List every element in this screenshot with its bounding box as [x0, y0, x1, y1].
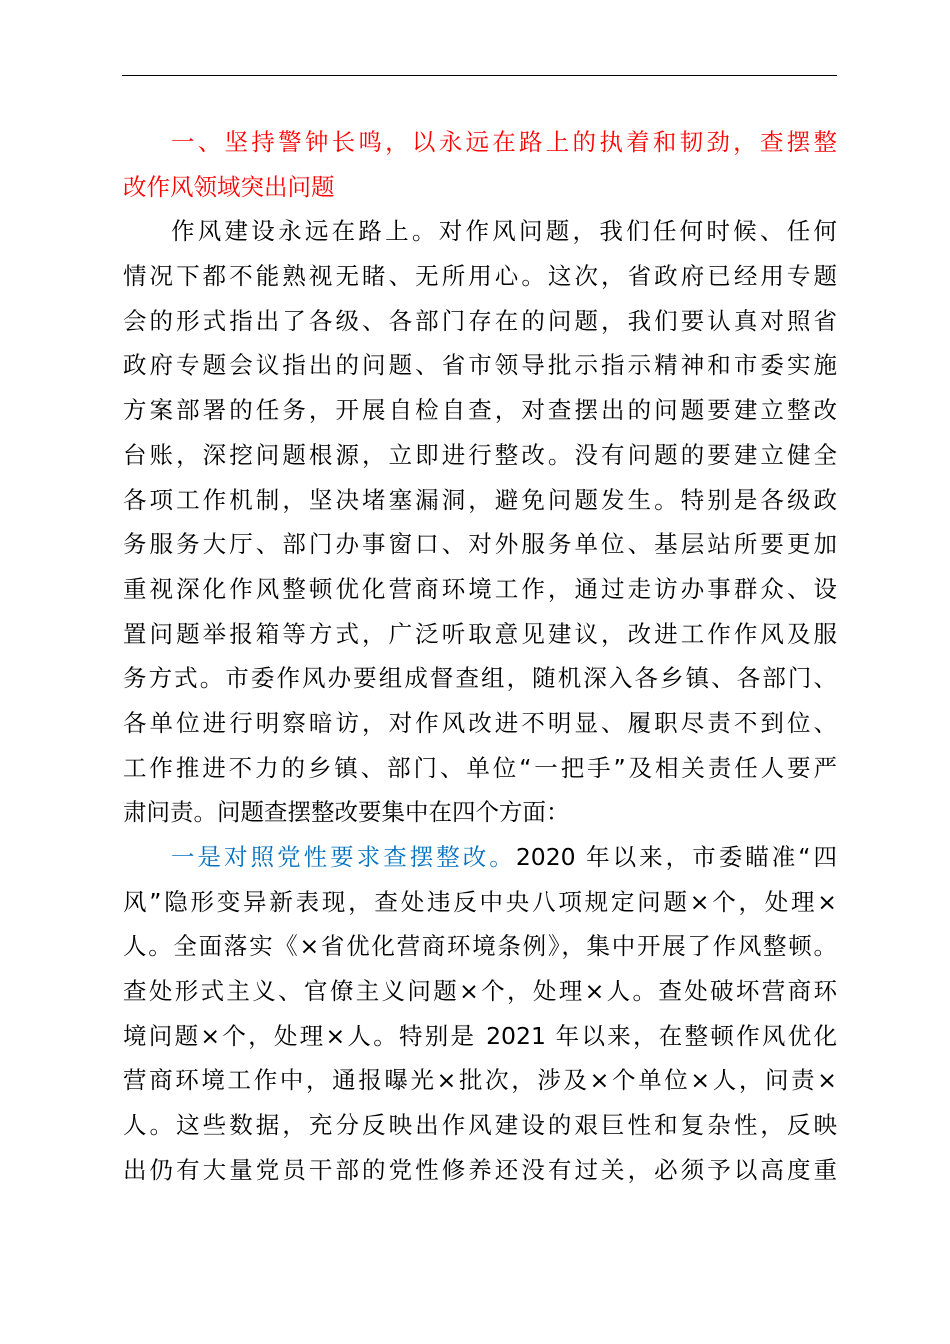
paragraph-line-rest: 2020 年以来，市委瞄准“四	[515, 843, 837, 871]
heading-line: 改作风领域突出问题	[123, 172, 335, 201]
paragraph-first-line	[123, 835, 837, 880]
paragraph-line: 台账，深挖问题根源，立即进行整改。没有问题的要建立健全	[123, 440, 837, 469]
subsection-lead: 一是对照党性要求查摆整改。	[171, 843, 516, 871]
paragraph-line: 情况下都不能熟视无睹、无所用心。这次，省政府已经用专题	[123, 262, 837, 291]
paragraph-line: 肃问责。问题查摆整改要集中在四个方面：	[123, 798, 570, 827]
paragraph-line: 境问题×个，处理×人。特别是 2021 年以来，在整顿作风优化	[123, 1021, 837, 1050]
heading-line: 一、坚持警钟长鸣，以永远在路上的执着和韧劲，查摆整	[171, 128, 837, 156]
paragraph-line: 查处形式主义、官僚主义问题×个，处理×人。查处破坏营商环	[123, 977, 837, 1006]
header-rule	[122, 75, 837, 76]
section-heading	[123, 120, 837, 209]
paragraph-line: 人。全面落实《×省优化营商环境条例》，集中开展了作风整顿。	[123, 932, 837, 961]
paragraph-line: 作风建设永远在路上。对作风问题，我们任何时候、任何	[171, 217, 837, 246]
paragraph-line: 会的形式指出了各级、各部门存在的问题，我们要认真对照省	[123, 306, 837, 335]
paragraph-line: 务服务大厅、部门办事窗口、对外服务单位、基层站所要更加	[123, 530, 837, 559]
paragraph-line: 政府专题会议指出的问题、省市领导批示指示精神和市委实施	[123, 351, 837, 380]
paragraph-line: 重视深化作风整顿优化营商环境工作，通过走访办事群众、设	[123, 574, 837, 603]
paragraph-line: 各项工作机制，坚决堵塞漏洞，避免问题发生。特别是各级政	[123, 485, 837, 514]
document-body	[123, 120, 837, 1193]
paragraph-line: 人。这些数据，充分反映出作风建设的艰巨性和复杂性，反映	[123, 1111, 837, 1140]
paragraph-line: 务方式。市委作风办要组成督查组，随机深入各乡镇、各部门、	[123, 664, 837, 693]
paragraph-line: 营商环境工作中，通报曝光×批次，涉及×个单位×人，问责×	[123, 1066, 837, 1095]
paragraph-one	[123, 209, 837, 835]
paragraph-line: 置问题举报箱等方式，广泛听取意见建议，改进工作作风及服	[123, 619, 837, 648]
paragraph-line: 出仍有大量党员干部的党性修养还没有过关，必须予以高度重	[123, 1155, 837, 1184]
paragraph-line: 方案部署的任务，开展自检自查，对查摆出的问题要建立整改	[123, 396, 837, 425]
paragraph-line: 风”隐形变异新表现，查处违反中央八项规定问题×个，处理×	[123, 887, 837, 916]
paragraph-two	[123, 835, 837, 1193]
paragraph-line: 各单位进行明察暗访，对作风改进不明显、履职尽责不到位、	[123, 708, 837, 737]
paragraph-line: 工作推进不力的乡镇、部门、单位“一把手”及相关责任人要严	[123, 753, 837, 782]
